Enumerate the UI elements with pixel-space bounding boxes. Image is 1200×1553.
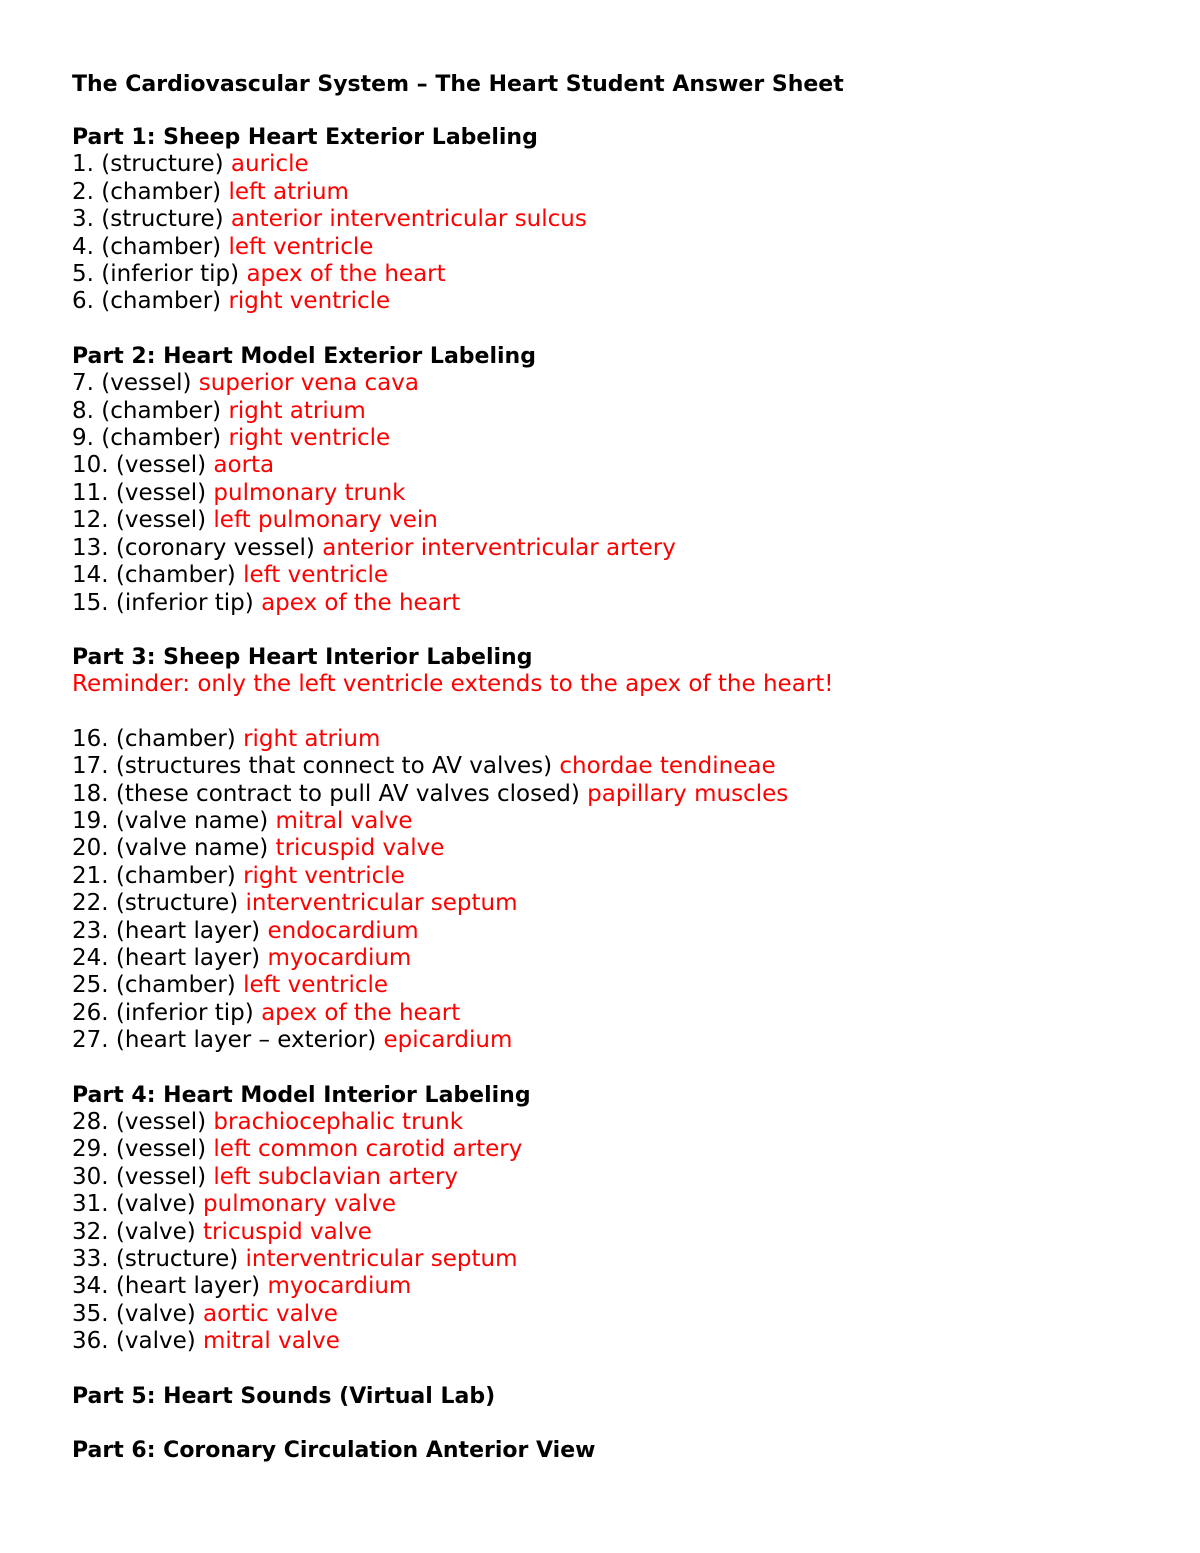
part-section-2 xyxy=(72,343,1162,617)
answer-line xyxy=(72,918,1162,945)
spacer xyxy=(72,699,1162,726)
item-number: 8. xyxy=(72,397,94,424)
answer-line xyxy=(72,863,1162,890)
item-hint: (chamber) xyxy=(101,288,222,315)
item-hint: (inferior tip) xyxy=(101,261,240,288)
item-number: 20. xyxy=(72,835,109,862)
item-answer: tricuspid valve xyxy=(275,835,445,862)
item-number: 30. xyxy=(72,1163,109,1190)
item-hint: (vessel) xyxy=(115,1136,207,1163)
reminder-note: Reminder: only the left ventricle extends to the apex of the heart! xyxy=(72,671,834,698)
item-number: 33. xyxy=(72,1246,109,1273)
item-answer: apex of the heart xyxy=(261,999,461,1026)
item-hint: (these contract to pull AV valves closed) xyxy=(115,780,580,807)
item-answer: myocardium xyxy=(267,1273,412,1300)
item-answer: mitral valve xyxy=(275,807,413,834)
item-hint: (structures that connect to AV valves) xyxy=(115,753,553,780)
answer-line xyxy=(72,1246,1162,1273)
item-answer: pulmonary trunk xyxy=(213,479,406,506)
answer-line xyxy=(72,1191,1162,1218)
item-answer: tricuspid valve xyxy=(203,1218,372,1245)
answer-line xyxy=(72,1328,1162,1355)
part-heading: Part 1: Sheep Heart Exterior Labeling xyxy=(72,125,538,150)
answer-line xyxy=(72,261,1162,288)
item-number: 18. xyxy=(72,780,109,807)
item-answer: left ventricle xyxy=(228,233,374,260)
item-answer: chordae tendineae xyxy=(559,753,776,780)
item-hint: (chamber) xyxy=(115,862,236,889)
answer-line xyxy=(72,288,1162,315)
answer-line xyxy=(72,562,1162,589)
item-hint: (chamber) xyxy=(101,397,222,424)
item-answer: interventricular septum xyxy=(245,890,518,917)
part-heading: Part 3: Sheep Heart Interior Labeling xyxy=(72,644,533,670)
item-hint: (coronary vessel) xyxy=(115,534,315,561)
item-number: 4. xyxy=(72,233,94,260)
item-number: 2. xyxy=(72,178,94,205)
item-number: 14. xyxy=(72,562,109,589)
item-answer: right ventricle xyxy=(228,288,391,315)
item-answer: brachiocephalic trunk xyxy=(213,1109,464,1135)
part-section-3 xyxy=(72,644,1162,1055)
item-number: 27. xyxy=(72,1027,109,1054)
item-number: 17. xyxy=(72,753,109,780)
item-answer: aortic valve xyxy=(203,1300,338,1327)
item-number: 9. xyxy=(72,425,94,452)
item-number: 12. xyxy=(72,507,109,534)
item-answer: left atrium xyxy=(228,178,349,205)
item-answer: apex of the heart xyxy=(246,261,446,288)
item-number: 19. xyxy=(72,807,109,834)
item-number: 10. xyxy=(72,452,109,479)
item-hint: (chamber) xyxy=(101,425,222,452)
item-answer: right atrium xyxy=(228,397,366,424)
item-answer: epicardium xyxy=(383,1027,513,1054)
item-answer: pulmonary valve xyxy=(203,1191,396,1218)
answer-line xyxy=(72,808,1162,835)
item-hint: (chamber) xyxy=(101,178,222,205)
item-hint: (inferior tip) xyxy=(115,999,254,1026)
answer-line xyxy=(72,234,1162,261)
item-hint: (structure) xyxy=(115,890,239,917)
item-number: 21. xyxy=(72,862,109,889)
item-answer: aorta xyxy=(213,452,275,479)
item-hint: (valve name) xyxy=(115,835,269,862)
item-number: 29. xyxy=(72,1136,109,1163)
item-answer: apex of the heart xyxy=(261,589,461,616)
item-hint: (valve) xyxy=(115,1300,196,1327)
item-answer: interventricular septum xyxy=(245,1246,518,1273)
part-section-5 xyxy=(72,1383,1162,1410)
answer-line xyxy=(72,1136,1162,1163)
item-answer: mitral valve xyxy=(203,1328,340,1355)
answer-line xyxy=(72,452,1162,479)
item-answer: anterior interventricular artery xyxy=(322,534,676,561)
answer-line xyxy=(72,972,1162,999)
part-section-1 xyxy=(72,124,1162,316)
item-number: 26. xyxy=(72,999,109,1026)
item-hint: (valve) xyxy=(115,1328,196,1355)
answer-line xyxy=(72,535,1162,562)
answer-line xyxy=(72,1109,1162,1136)
item-hint: (heart layer – exterior) xyxy=(115,1027,377,1054)
item-number: 31. xyxy=(72,1191,109,1218)
part-heading: Part 6: Coronary Circulation Anterior View xyxy=(72,1438,596,1464)
item-hint: (valve) xyxy=(115,1191,196,1218)
item-answer: right ventricle xyxy=(243,862,405,889)
answer-sheet-document xyxy=(72,70,1162,1491)
answer-line xyxy=(72,753,1162,780)
item-hint: (chamber) xyxy=(115,562,236,589)
item-answer: myocardium xyxy=(267,944,412,971)
item-hint: (chamber) xyxy=(101,233,222,260)
item-number: 3. xyxy=(72,206,94,233)
answer-line xyxy=(72,480,1162,507)
item-number: 1. xyxy=(72,151,94,178)
item-number: 11. xyxy=(72,479,109,506)
item-hint: (heart layer) xyxy=(115,917,261,944)
item-answer: left ventricle xyxy=(243,562,389,589)
item-number: 25. xyxy=(72,972,109,999)
item-hint: (vessel) xyxy=(115,1109,207,1135)
item-answer: right atrium xyxy=(243,725,381,752)
answer-line xyxy=(72,425,1162,452)
item-answer: left common carotid artery xyxy=(213,1136,523,1163)
item-answer: left ventricle xyxy=(243,972,389,999)
item-hint: (vessel) xyxy=(115,507,207,534)
item-answer: anterior interventricular sulcus xyxy=(230,206,587,233)
item-answer: auricle xyxy=(230,151,309,178)
answer-line xyxy=(72,507,1162,534)
answer-line xyxy=(72,1164,1162,1191)
item-hint: (valve) xyxy=(115,1218,196,1245)
item-answer: endocardium xyxy=(267,917,419,944)
item-answer: superior vena cava xyxy=(198,370,419,397)
item-answer: right ventricle xyxy=(228,425,391,452)
answer-line xyxy=(72,179,1162,206)
item-number: 13. xyxy=(72,534,109,561)
item-hint: (vessel) xyxy=(101,370,192,397)
item-number: 32. xyxy=(72,1218,109,1245)
answer-line xyxy=(72,370,1162,397)
item-hint: (vessel) xyxy=(115,452,207,479)
answer-line xyxy=(72,1301,1162,1328)
item-number: 22. xyxy=(72,890,109,917)
answer-line xyxy=(72,151,1162,178)
item-hint: (heart layer) xyxy=(115,944,261,971)
item-number: 6. xyxy=(72,288,94,315)
part-heading: Part 4: Heart Model Interior Labeling xyxy=(72,1082,531,1108)
answer-line xyxy=(72,890,1162,917)
item-number: 28. xyxy=(72,1109,109,1135)
item-hint: (structure) xyxy=(115,1246,239,1273)
item-hint: (chamber) xyxy=(115,972,236,999)
answer-line xyxy=(72,835,1162,862)
item-number: 15. xyxy=(72,589,109,616)
item-number: 5. xyxy=(72,261,94,288)
answer-line xyxy=(72,1219,1162,1246)
item-number: 34. xyxy=(72,1273,109,1300)
answer-line xyxy=(72,1000,1162,1027)
item-hint: (heart layer) xyxy=(115,1273,261,1300)
answer-line xyxy=(72,206,1162,233)
part-section-4 xyxy=(72,1082,1162,1356)
answer-line xyxy=(72,1027,1162,1054)
item-number: 23. xyxy=(72,917,109,944)
document-title: The Cardiovascular System – The Heart Student Answer Sheet xyxy=(72,72,844,97)
item-answer: left pulmonary vein xyxy=(213,507,438,534)
item-hint: (structure) xyxy=(101,206,224,233)
answer-line xyxy=(72,726,1162,753)
answer-line xyxy=(72,781,1162,808)
item-number: 24. xyxy=(72,944,109,971)
answer-line xyxy=(72,1273,1162,1300)
parts-container xyxy=(72,124,1162,1464)
item-hint: (vessel) xyxy=(115,479,207,506)
item-answer: left subclavian artery xyxy=(213,1163,459,1190)
item-number: 16. xyxy=(72,725,109,752)
item-hint: (structure) xyxy=(101,151,224,178)
item-hint: (valve name) xyxy=(115,807,269,834)
answer-line xyxy=(72,590,1162,617)
item-hint: (inferior tip) xyxy=(115,589,254,616)
part-heading: Part 5: Heart Sounds (Virtual Lab) xyxy=(72,1383,496,1409)
item-number: 35. xyxy=(72,1300,109,1327)
item-hint: (vessel) xyxy=(115,1163,207,1190)
part-section-6 xyxy=(72,1437,1162,1464)
item-number: 7. xyxy=(72,370,94,397)
item-answer: papillary muscles xyxy=(587,780,789,807)
answer-line xyxy=(72,398,1162,425)
part-heading: Part 2: Heart Model Exterior Labeling xyxy=(72,343,536,369)
answer-line xyxy=(72,945,1162,972)
item-hint: (chamber) xyxy=(115,725,236,752)
item-number: 36. xyxy=(72,1328,109,1355)
